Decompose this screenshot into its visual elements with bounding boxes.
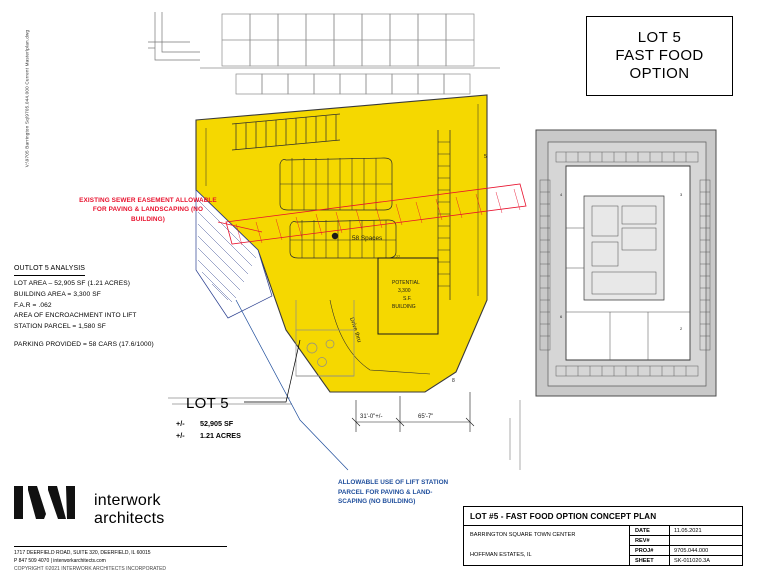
svg-text:4: 4: [560, 192, 563, 197]
lot5-area-value: 52,905 SF: [200, 419, 234, 428]
outlot-analysis-block: [14, 263, 214, 350]
svg-text:POTENTIAL: POTENTIAL: [392, 280, 420, 286]
field-proj-key: PROJ#: [630, 546, 670, 555]
firm-identity-block: [14, 484, 224, 572]
svg-text:Drive thru: Drive thru: [348, 316, 362, 344]
lot5-option-title-box: [586, 16, 733, 96]
lot5-acres-value: 1.21 ACRES: [200, 431, 241, 441]
field-rev: [630, 536, 742, 546]
field-proj: [630, 546, 742, 556]
firm-copyright: COPYRIGHT ©2021 INTERWORK ARCHITECTS INCORPORATED: [14, 566, 167, 572]
svg-text:8: 8: [452, 378, 455, 384]
analysis-parking-line: PARKING PROVIDED = 58 CARS (17.6/1000): [14, 340, 154, 348]
firm-name-line1: interwork: [94, 492, 161, 509]
lot5-callout-title: LOT 5: [186, 395, 229, 412]
svg-text:58 Spaces: 58 Spaces: [352, 235, 383, 242]
svg-text:6: 6: [560, 314, 563, 319]
svg-text:31'-0"+/-: 31'-0"+/-: [360, 414, 383, 420]
field-proj-value: 9705.044.000: [674, 547, 709, 554]
title-box-line1: LOT 5: [637, 28, 682, 46]
lift-station-note: ALLOWABLE USE OF LIFT STATION PARCEL FOR PAVING & LAND- SCAPING (NO BUILDING): [338, 479, 449, 506]
svg-text:2: 2: [680, 326, 683, 331]
site-name: BARRINGTON SQUARE TOWN CENTER: [470, 532, 576, 538]
field-rev-key: REV#: [630, 536, 670, 545]
analysis-line-2: F.A.R = .062: [14, 301, 52, 309]
svg-text:3: 3: [680, 192, 683, 197]
field-date-key: DATE: [630, 526, 670, 535]
field-date-value: 11.05.2021: [674, 527, 702, 534]
svg-text:27: 27: [396, 255, 400, 259]
lot5-acres-pm: +/-: [176, 431, 185, 441]
svg-text:5: 5: [484, 154, 487, 160]
sewer-easement-note: EXISTING SEWER EASEMENT ALLOWABLE FOR PAVING & LANDSCAPING (NO BUILDING): [79, 197, 217, 223]
field-sheet-value: SK-011020.3A: [674, 557, 710, 564]
analysis-line-4: STATION PARCEL = 1,580 SF: [14, 323, 106, 331]
firm-name-line2: architects: [94, 509, 165, 527]
project-title: LOT #5 - FAST FOOD OPTION CONCEPT PLAN: [464, 507, 742, 526]
field-rev-value: [670, 536, 742, 545]
firm-address-block: [14, 546, 229, 573]
title-box-line2: FAST FOOD: [615, 46, 704, 64]
analysis-line-1: BUILDING AREA = 3,300 SF: [14, 291, 101, 298]
site-city: HOFFMAN ESTATES, IL: [470, 552, 532, 559]
lot5-area-pm: +/-: [176, 419, 185, 428]
outlot-analysis-header: OUTLOT 5 ANALYSIS: [14, 263, 85, 276]
title-block-site-info: [464, 526, 630, 565]
svg-text:BUILDING: BUILDING: [392, 304, 416, 310]
drawing-filename-vertical: V:\9705 Barrington Sq\9705.044.000 Current Master\plan.dwg: [24, 29, 30, 168]
field-sheet-key: SHEET: [630, 556, 670, 565]
lot5-callout-values: [176, 418, 241, 442]
interwork-logo-icon: [14, 484, 80, 524]
title-box-line3: OPTION: [629, 65, 690, 83]
drawing-title-block: [463, 506, 743, 566]
title-block-fields: [630, 526, 742, 565]
firm-name: [94, 492, 164, 528]
analysis-line-0: LOT AREA – 52,905 SF (1.21 ACRES): [14, 280, 131, 288]
firm-address: 1717 DEERFIELD ROAD, SUITE 320, DEERFIELD, IL 60015: [14, 550, 151, 556]
firm-contact: P 847 509 4070 | interworkarchitects.com: [14, 558, 106, 564]
svg-text:3,300: 3,300: [398, 288, 411, 294]
field-sheet: [630, 556, 742, 565]
field-date: [630, 526, 742, 536]
svg-text:S.F.: S.F.: [403, 296, 412, 302]
svg-text:65'-7": 65'-7": [418, 414, 434, 420]
analysis-line-3: AREA OF ENCROACHMENT INTO LIFT: [14, 312, 137, 320]
